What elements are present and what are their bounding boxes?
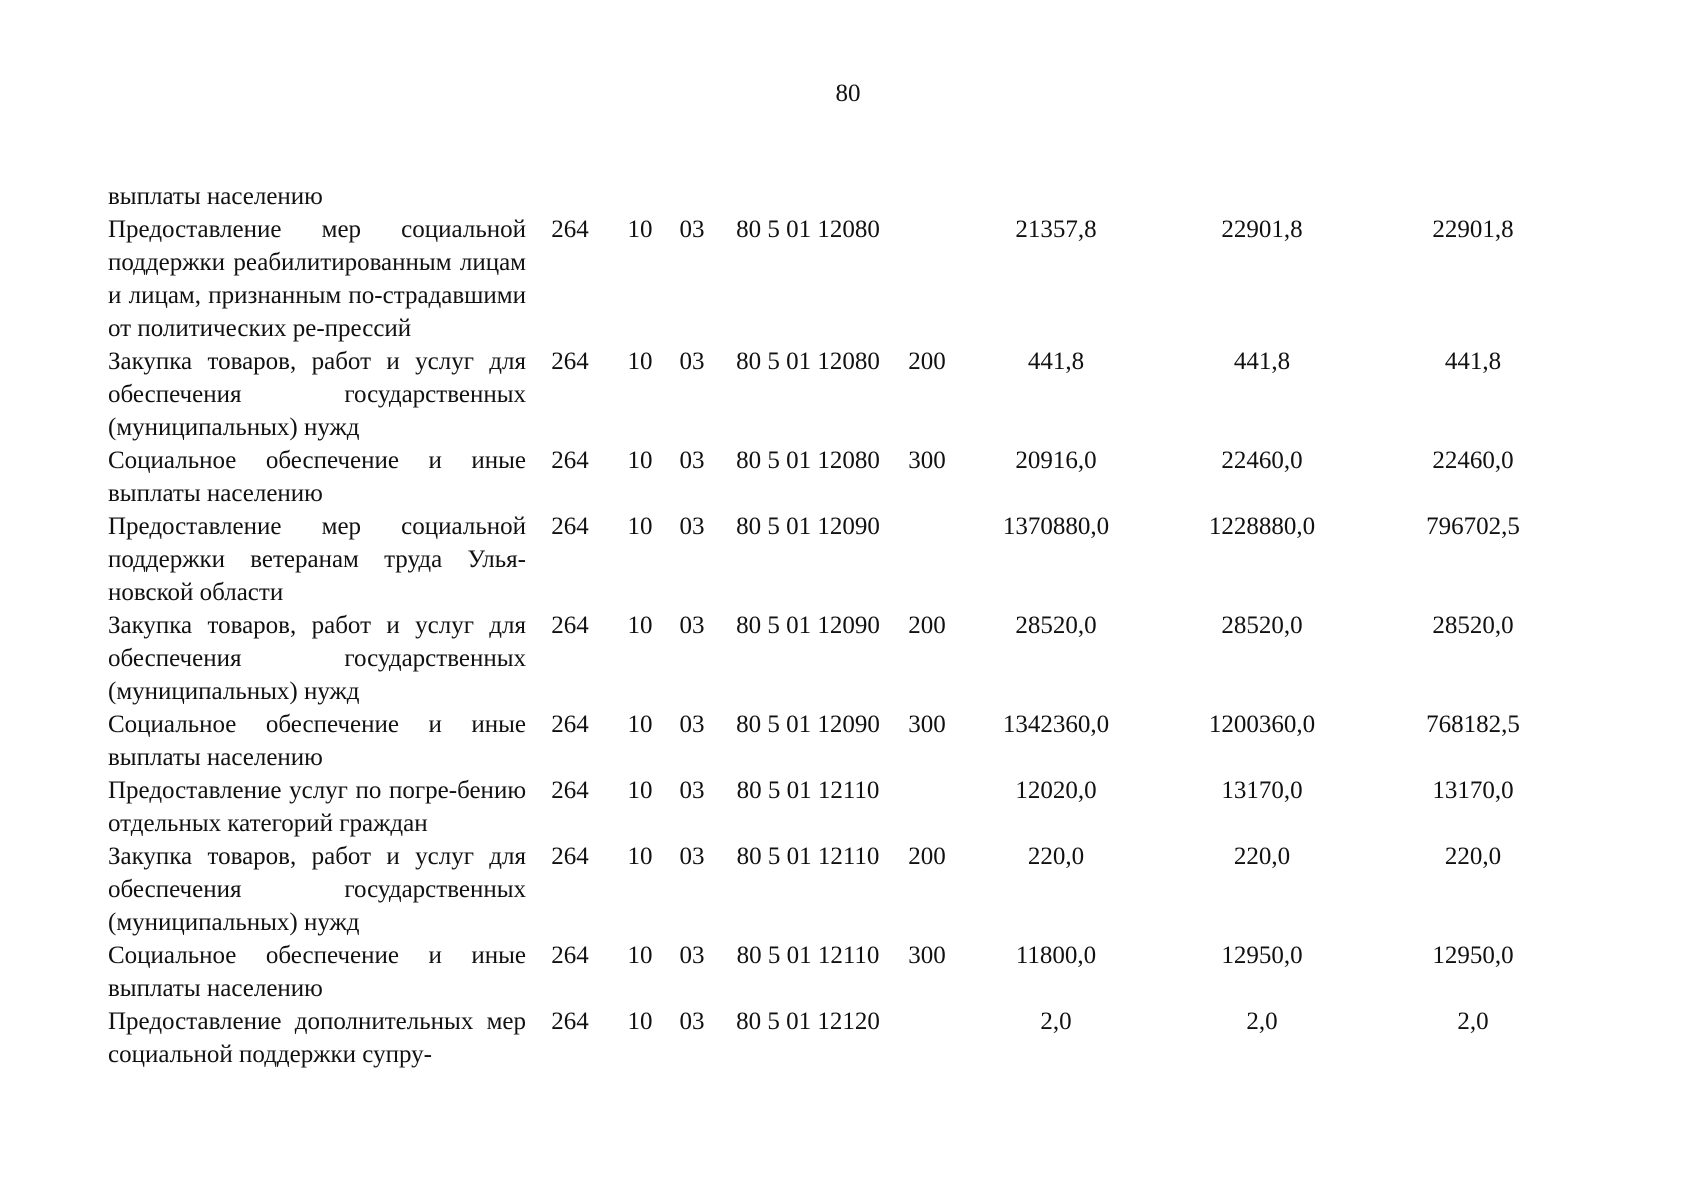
amount-year-3: 22460,0: [1432, 447, 1514, 474]
row-name: Закупка товаров, работ и услуг для обеспечения государственных (муниципальных) нужд: [108, 612, 526, 705]
target-article-code: [718, 180, 898, 213]
amount-year-2: 220,0: [1233, 843, 1291, 870]
section-code: 10: [627, 711, 653, 738]
amount-year-1: 1342360,0: [1002, 711, 1110, 738]
amount-year-3: 441,8: [1444, 348, 1502, 375]
amount-year-3: 28520,0: [1432, 612, 1514, 639]
amount-year-1: 21357,8: [1015, 216, 1097, 243]
amount-year-3: 12950,0: [1432, 942, 1514, 969]
gr-code: 264: [551, 447, 589, 474]
subsection-code: 03: [679, 513, 705, 540]
expense-type-code: 300: [908, 447, 946, 474]
amount-year-3: 22901,8: [1432, 216, 1514, 243]
amount-year-2: 441,8: [1233, 348, 1291, 375]
table-row: [108, 213, 1578, 345]
subsection-code: 03: [679, 447, 705, 474]
subsection-code: 03: [679, 711, 705, 738]
amount-year-1: 11800,0: [1015, 942, 1097, 969]
gr-code: 264: [551, 1008, 589, 1035]
section-code: 10: [627, 348, 653, 375]
subsection-code: 03: [679, 942, 705, 969]
amount-year-2: 12950,0: [1221, 942, 1303, 969]
amount-year-1: 2,0: [1040, 1008, 1072, 1035]
amount-year-3: 768182,5: [1426, 711, 1520, 738]
target-article-code: 80 5 01 12080: [736, 447, 880, 474]
section-code: 10: [627, 777, 653, 804]
table-body: [108, 180, 1578, 1071]
row-name: Закупка товаров, работ и услуг для обеспечения государственных (муниципальных) нужд: [108, 348, 526, 441]
subsection-code: 03: [679, 777, 705, 804]
row-name: Предоставление мер социальной поддержки ветеранам труда Улья-новской области: [108, 513, 526, 606]
subsection-code: 03: [679, 612, 705, 639]
section-code: 10: [627, 612, 653, 639]
gr-code: 264: [551, 843, 589, 870]
amount-year-2: 28520,0: [1221, 612, 1303, 639]
target-article-code: 80 5 01 12110: [736, 777, 880, 804]
gr-code: 264: [551, 513, 589, 540]
amount-year-3: [1368, 180, 1578, 213]
expense-type-code: [898, 774, 956, 840]
expense-type-code: 300: [908, 711, 946, 738]
table-row: [108, 774, 1578, 840]
amount-year-3: 220,0: [1444, 843, 1502, 870]
amount-year-2: 13170,0: [1221, 777, 1303, 804]
row-name: Предоставление мер социальной поддержки реабилитированным лицам и лицам, признанным по-страдавшими от политических ре-прессий: [108, 216, 526, 342]
table-row: [108, 345, 1578, 444]
budget-table: [108, 180, 1578, 1071]
target-article-code: 80 5 01 12090: [736, 513, 880, 540]
section-code: 10: [627, 942, 653, 969]
target-article-code: 80 5 01 12110: [736, 942, 880, 969]
table-row: [108, 510, 1578, 609]
row-name: Закупка товаров, работ и услуг для обеспечения государственных (муниципальных) нужд: [108, 843, 526, 936]
amount-year-1: 1370880,0: [1002, 513, 1110, 540]
section-code: 10: [627, 843, 653, 870]
section-code: 10: [627, 447, 653, 474]
expense-type-code: [898, 213, 956, 345]
row-name: выплаты населению: [108, 183, 323, 210]
table-row: [108, 180, 1578, 213]
gr-code: 264: [551, 711, 589, 738]
gr-code: [526, 180, 614, 213]
row-name: Социальное обеспечение и иные выплаты населению: [108, 447, 526, 507]
row-name: Предоставление дополнительных мер социальной поддержки супру-: [108, 1008, 526, 1068]
expense-type-code: [898, 510, 956, 609]
row-name: Социальное обеспечение и иные выплаты населению: [108, 942, 526, 1002]
table-row: [108, 609, 1578, 708]
amount-year-1: 12020,0: [1015, 777, 1097, 804]
section-code: 10: [627, 216, 653, 243]
amount-year-3: 796702,5: [1426, 513, 1520, 540]
amount-year-1: [956, 180, 1156, 213]
target-article-code: 80 5 01 12090: [736, 711, 880, 738]
amount-year-2: [1156, 180, 1368, 213]
gr-code: 264: [551, 612, 589, 639]
table-row: [108, 1005, 1578, 1071]
expense-type-code: 200: [908, 612, 946, 639]
amount-year-2: 1228880,0: [1208, 513, 1316, 540]
subsection-code: 03: [679, 1008, 705, 1035]
expense-type-code: 200: [908, 348, 946, 375]
table-row: [108, 939, 1578, 1005]
amount-year-2: 2,0: [1246, 1008, 1278, 1035]
row-name: Социальное обеспечение и иные выплаты населению: [108, 711, 526, 771]
subsection-code: [666, 180, 718, 213]
expense-type-code: 200: [908, 843, 946, 870]
gr-code: 264: [551, 777, 589, 804]
amount-year-2: 1200360,0: [1208, 711, 1316, 738]
amount-year-2: 22901,8: [1221, 216, 1303, 243]
amount-year-1: 220,0: [1027, 843, 1085, 870]
subsection-code: 03: [679, 216, 705, 243]
section-code: 10: [627, 513, 653, 540]
table-row: [108, 840, 1578, 939]
gr-code: 264: [551, 216, 589, 243]
table-row: [108, 444, 1578, 510]
amount-year-3: 13170,0: [1432, 777, 1514, 804]
subsection-code: 03: [679, 843, 705, 870]
section-code: 10: [627, 1008, 653, 1035]
target-article-code: 80 5 01 12090: [736, 612, 880, 639]
amount-year-3: 2,0: [1457, 1008, 1489, 1035]
expense-type-code: [898, 1005, 956, 1071]
expense-type-code: [898, 180, 956, 213]
amount-year-2: 22460,0: [1221, 447, 1303, 474]
table-row: [108, 708, 1578, 774]
amount-year-1: 441,8: [1027, 348, 1085, 375]
target-article-code: 80 5 01 12080: [736, 216, 880, 243]
target-article-code: 80 5 01 12110: [736, 843, 880, 870]
gr-code: 264: [551, 942, 589, 969]
target-article-code: 80 5 01 12120: [736, 1008, 880, 1035]
row-name: Предоставление услуг по погре-бению отдельных категорий граждан: [108, 777, 526, 837]
subsection-code: 03: [679, 348, 705, 375]
section-code: [614, 180, 666, 213]
page-number: 80: [835, 80, 861, 107]
gr-code: 264: [551, 348, 589, 375]
amount-year-1: 20916,0: [1015, 447, 1097, 474]
expense-type-code: 300: [908, 942, 946, 969]
target-article-code: 80 5 01 12080: [736, 348, 880, 375]
amount-year-1: 28520,0: [1015, 612, 1097, 639]
